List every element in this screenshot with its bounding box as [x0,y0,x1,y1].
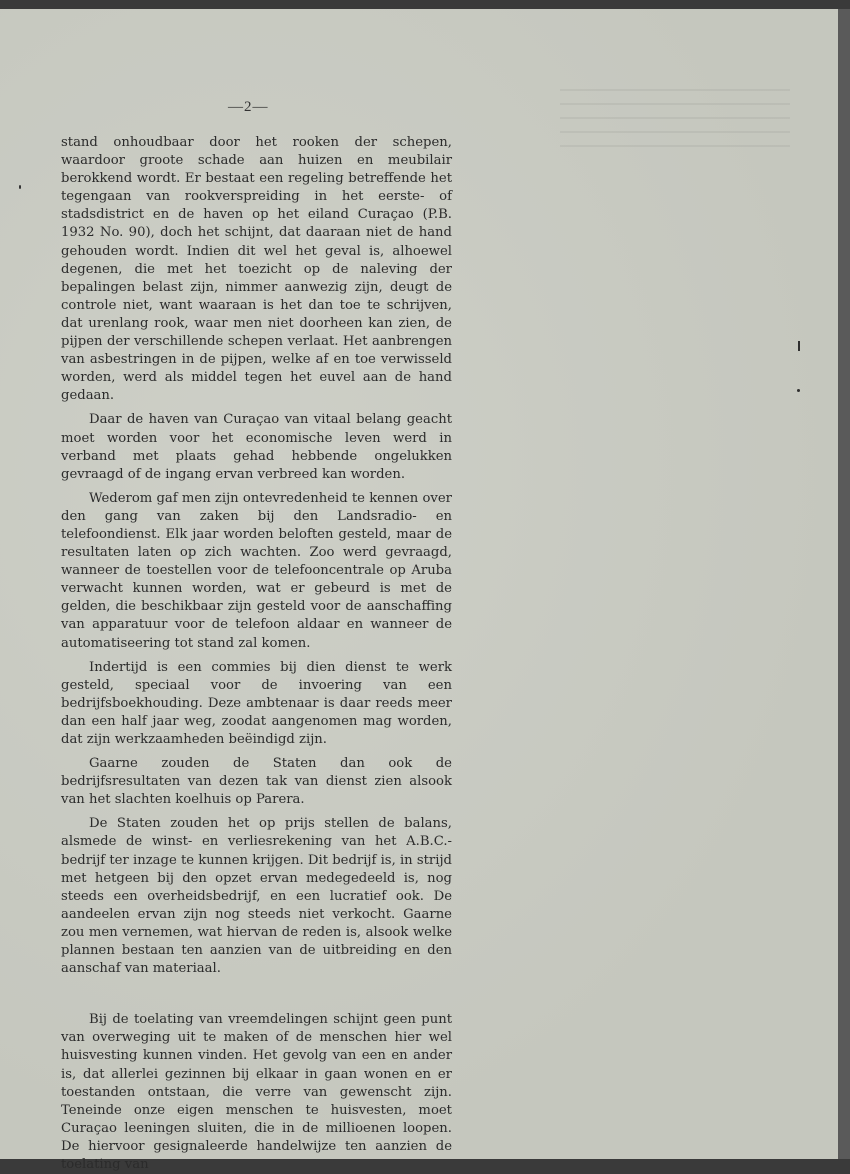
paragraph-telephone-service: Wederom gaf men zijn ontevredenheid te kennen over den gang van zaken bij den Landsradio- en telefoondienst. Elk jaar worden beloften gesteld, maar de resultaten laten op zich wachten. Zoo werd gevraagd, wanneer de toestellen voor de telefooncentrale op Aruba verwacht kunnen worden, wat er gebeurd is met de gelden, die beschikbaar zijn gesteld voor de aanschaffing van apparatuur voor de telefoon aldaar en wanneer de automatiseering tot stand zal komen. [61,490,452,651]
margin-mark [798,341,800,351]
paragraph-smoke-regulation: stand onhoudbaar door het rooken der schepen, waardoor groote schade aan huizen en meubilair berokkend wordt. Er bestaat een regeling betreffende het tegengaan van rookverspreiding in het eerste- of stadsdistrict en de haven op het eiland Curaçao (P.B. 1932 No. 90), doch het schijnt, dat daaraan niet de hand gehouden wordt. Indien dit wel het geval is, alhoewel degenen, die met het toezicht op de naleving der bepalingen belast zijn, nimmer aanwezig zijn, deugt de controle niet, want waaraan is het dan toe te schrijven, dat urenlang rook, waar men niet doorheen kan zien, de pijpen der verschillende schepen verlaat. Het aanbrengen van asbestringen in de pijpen, welke af en toe verwisseld worden, werd als middel tegen het euvel aan de hand gedaan. [61,135,452,404]
document-body [61,134,452,1174]
paragraph-bookkeeping: Indertijd is een commies bij dien dienst te werk gesteld, speciaal voor de invoering van een bedrijfsboekhouding. Deze ambtenaar is daar reeds meer dan een half jaar weg, zoodat aangenomen mag worden, dat zijn werkzaamheden beëindigd zijn. [61,659,452,747]
paragraph-harbour-entrance: Daar de haven van Curaçao van vitaal belang geacht moet worden voor het economische leven werd in verband met plaats gehad hebbende ongelukken gevraagd of de ingang ervan verbreed kan worden. [61,412,452,482]
paragraph-business-results: Gaarne zouden de Staten dan ook de bedrijfsresultaten van dezen tak van dienst zien alsook van het slachten koelhuis op Parera. [61,756,452,808]
page-number: —2— [228,99,269,115]
bleed-through-text [560,89,790,149]
paragraph-abc-company: De Staten zouden het op prijs stellen de balans, alsmede de winst- en verliesrekening van het A.B.C.-bedrijf ter inzage te kunnen krijgen. Dit bedrijf is, in strijd met hetgeen bij den opzet ervan medegedeeld is, nog steeds een overheidsbedrijf, en een lucratief ook. De aandeelen ervan zijn nog steeds niet verkocht. Gaarne zou men vernemen, wat hiervan de reden is, alsook welke plannen bestaan ten aanzien van de uitbreiding en den aanschaf van materiaal. [61,816,452,977]
document-page [0,9,838,1172]
margin-speck [797,389,800,392]
paragraph-foreigners-housing: Bij de toelating van vreemdelingen schijnt geen punt van overweging uit te maken of de menschen hier wel huisvesting kunnen vinden. Het gevolg van een en ander is, dat allerlei gezinnen bij elkaar in gaan wonen en er toestanden ontstaan, die verre van gewenscht zijn. Teneinde onze eigen menschen te huisvesten, moet Curaçao leeningen sluiten, die in de millioenen loopen. De hiervoor gesignaleerde handelwijze ten aanzien de toelating van [61,1012,452,1172]
scan-border [838,9,850,1159]
margin-speck [19,185,21,189]
